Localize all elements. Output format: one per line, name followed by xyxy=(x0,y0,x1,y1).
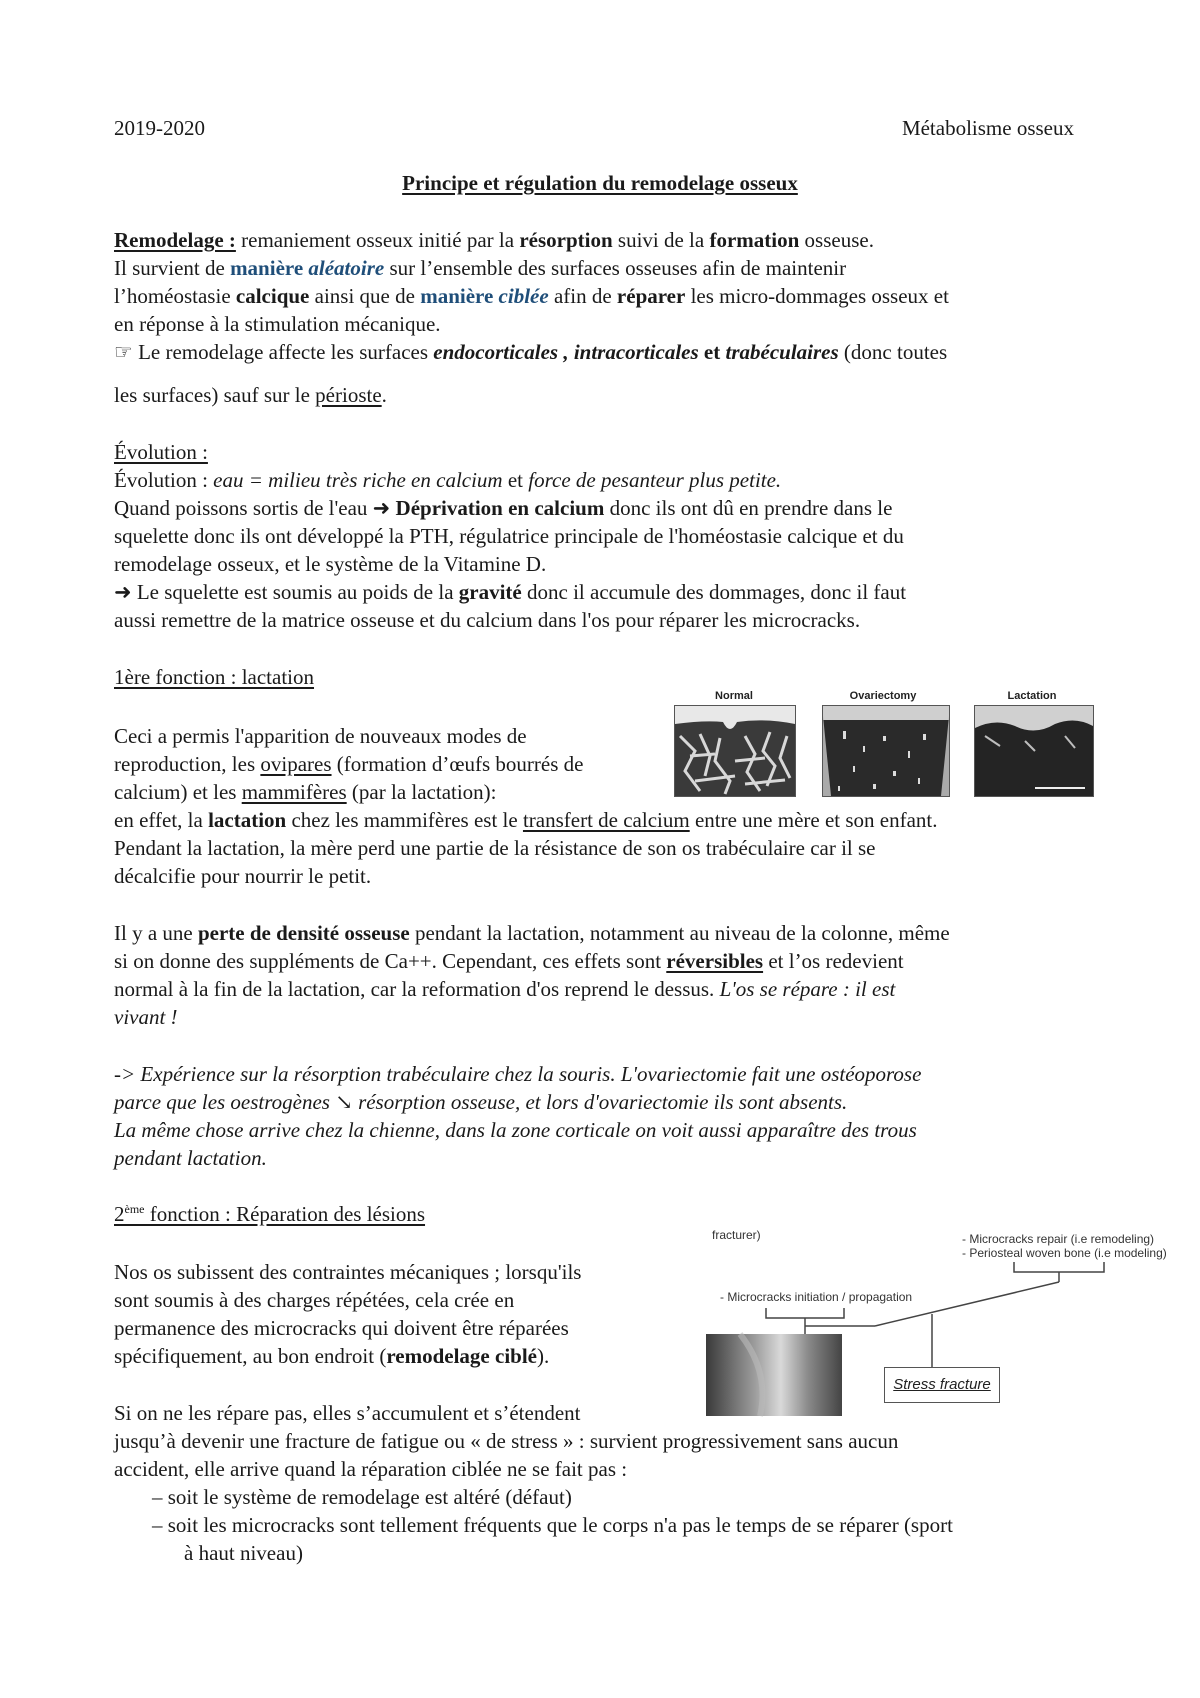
remodelage-line-5: ☞ Le remodelage affecte les surfaces endocorticales , intracorticales et trabéculaires (donc toutes xyxy=(114,340,948,364)
bone-label-ovariectomy: Ovariectomy xyxy=(849,690,917,702)
lactation-p2-line-1: Il y a une perte de densité osseuse pendant la lactation, notamment au niveau de la colonne, même xyxy=(114,921,950,945)
reparation-bullet-2-cont: à haut niveau) xyxy=(184,1541,303,1565)
fig-label-initiation: - Microcracks initiation / propagation xyxy=(720,1290,913,1304)
remodelage-line-2: Il survient de manière aléatoire sur l’ensemble des surfaces osseuses afin de maintenir xyxy=(114,256,847,280)
fig-label-fracturer: fracturer) xyxy=(712,1228,761,1242)
lactation-heading: 1ère fonction : lactation xyxy=(114,665,315,689)
lactation-line-6: décalcifie pour nourrir le petit. xyxy=(114,864,372,888)
lactation-line-3: calcium) et les mammifères (par la lactation): xyxy=(114,780,497,804)
fig-label-periosteal: - Periosteal woven bone (i.e modeling) xyxy=(962,1246,1167,1260)
lactation-line-5: Pendant la lactation, la mère perd une partie de la résistance de son os trabéculaire car il se xyxy=(114,836,876,860)
evolution-heading: Évolution : xyxy=(114,440,208,464)
reparation-line-2: sont soumis à des charges répétées, cela crée en xyxy=(114,1288,515,1312)
lactation-p2-line-4: vivant ! xyxy=(114,1005,178,1029)
experience-line-3: La même chose arrive chez la chienne, dans la zone corticale on voit aussi apparaître des trous xyxy=(114,1118,917,1142)
experience-line-4: pendant lactation. xyxy=(114,1146,267,1170)
reparation-bullet-2: – soit les microcracks sont tellement fréquents que le corps n'a pas le temps de se réparer (sport xyxy=(152,1513,953,1537)
evolution-line-4: remodelage osseux, et le système de la Vitamine D. xyxy=(114,552,547,576)
lactation-line-4: en effet, la lactation chez les mammifères est le transfert de calcium entre une mère et son enfant. xyxy=(114,808,938,832)
remodelage-line-1: Remodelage : remaniement osseux initié par la résorption suivi de la formation osseuse. xyxy=(114,228,874,252)
bone-label-normal: Normal xyxy=(715,690,753,702)
experience-line-1: -> Expérience sur la résorption trabéculaire chez la souris. L'ovariectomie fait une ostéoporose xyxy=(114,1062,922,1086)
evolution-line-2: Quand poissons sortis de l'eau ➜ Déprivation en calcium donc ils ont dû en prendre dans le xyxy=(114,496,893,520)
bone-image-lactation xyxy=(974,705,1094,797)
reparation-line-3: permanence des microcracks qui doivent être réparées xyxy=(114,1316,569,1340)
stress-fracture-label: Stress fracture xyxy=(884,1367,1000,1403)
lactation-p2-line-2: si on donne des suppléments de Ca++. Cependant, ces effets sont réversibles et l’os redevient xyxy=(114,949,904,973)
reparation-line-6: jusqu’à devenir une fracture de fatigue ou « de stress » : survient progressivement sans aucun xyxy=(114,1429,899,1453)
lactation-line-2: reproduction, les ovipares (formation d’œufs bourrés de xyxy=(114,752,584,776)
bone-comparison-figure xyxy=(672,690,1092,800)
reparation-line-1: Nos os subissent des contraintes mécaniques ; lorsqu'ils xyxy=(114,1260,582,1284)
lactation-line-1: Ceci a permis l'apparition de nouveaux modes de xyxy=(114,724,527,748)
bone-label-lactation: Lactation xyxy=(1007,690,1057,702)
remodelage-line-6: les surfaces) sauf sur le périoste. xyxy=(114,383,387,407)
reparation-line-5: Si on ne les répare pas, elles s’accumulent et s’étendent xyxy=(114,1401,581,1425)
page-title: Principe et régulation du remodelage osseux xyxy=(402,171,798,195)
lactation-p2-line-3: normal à la fin de la lactation, car la reformation d'os reprend le dessus. L'os se répare : il est xyxy=(114,977,896,1001)
stress-fracture-figure xyxy=(700,1222,1190,1422)
reparation-bullet-1: – soit le système de remodelage est altéré (défaut) xyxy=(152,1485,572,1509)
evolution-line-3: squelette donc ils ont développé la PTH, régulatrice principale de l'homéostasie calcique et du xyxy=(114,524,904,548)
reparation-line-7: accident, elle arrive quand la réparation ciblée ne se fait pas : xyxy=(114,1457,628,1481)
header-course: Métabolisme osseux xyxy=(901,116,1074,140)
header-year: 2019-2020 xyxy=(114,116,205,140)
bone-image-ovariectomy xyxy=(822,705,950,797)
remodelage-line-3: l’homéostasie calcique ainsi que de manière ciblée afin de réparer les micro-dommages osseux et xyxy=(114,284,949,308)
evolution-line-1: Évolution : eau = milieu très riche en calcium et force de pesanteur plus petite. xyxy=(114,468,782,492)
evolution-line-6: aussi remettre de la matrice osseuse et du calcium dans l'os pour réparer les microcracks. xyxy=(114,608,861,632)
evolution-line-5: ➜ Le squelette est soumis au poids de la gravité donc il accumule des dommages, donc il faut xyxy=(114,580,907,604)
fig-label-repair: - Microcracks repair (i.e remodeling) xyxy=(962,1232,1155,1246)
remodelage-line-4: en réponse à la stimulation mécanique. xyxy=(114,312,441,336)
bone-image-normal xyxy=(674,705,796,797)
reparation-heading: 2ème fonction : Réparation des lésions xyxy=(114,1202,426,1226)
experience-line-2: parce que les oestrogènes ↘ résorption osseuse, et lors d'ovariectomie ils sont absents. xyxy=(114,1090,848,1114)
reparation-line-4: spécifiquement, au bon endroit (remodelage ciblé). xyxy=(114,1344,550,1368)
